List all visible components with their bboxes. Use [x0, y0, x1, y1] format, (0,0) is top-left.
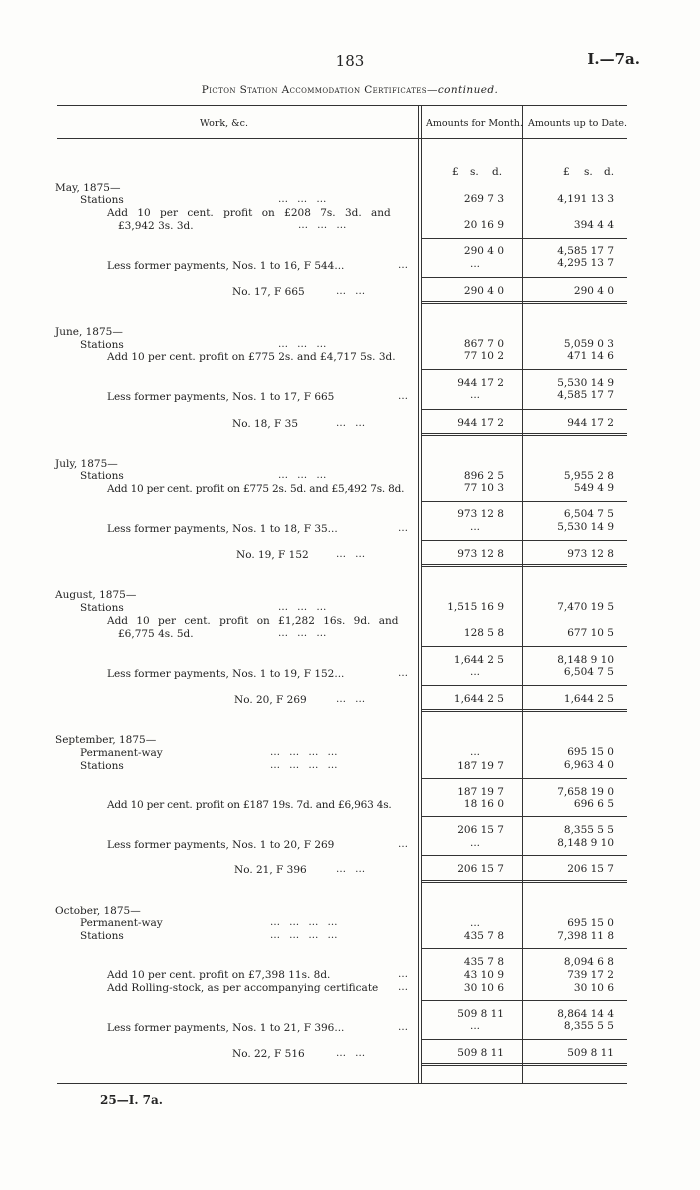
- column-divider-1: [418, 105, 419, 1083]
- amount: 8,094 6 8: [563, 956, 614, 968]
- final-rule: [422, 301, 522, 302]
- currency-pence-date: d.: [604, 166, 615, 178]
- amount: 973 12 8: [567, 548, 614, 560]
- subtotal-rule: [523, 238, 627, 239]
- row-label: Stations: [80, 760, 124, 772]
- section-month: June, 1875—: [55, 326, 123, 338]
- amount: 435 7 8: [463, 956, 504, 968]
- final-rule: [523, 709, 627, 710]
- amount: 695 15 0: [567, 746, 614, 758]
- currency-shilling-month: s.: [470, 166, 479, 178]
- title-continued: —continued.: [426, 84, 499, 96]
- currency-pound-month: £: [452, 166, 459, 178]
- total-rule: [422, 540, 522, 541]
- leader-dots: …: [398, 260, 411, 271]
- amount: 509 8 11: [457, 1008, 504, 1020]
- final-rule: [523, 303, 627, 304]
- amount: 8,864 14 4: [557, 1008, 614, 1020]
- amount: 695 15 0: [567, 917, 614, 929]
- row-label: Add 10 per cent. profit on £775 2s. 5d. and £5,492 7s. 8d.: [107, 483, 405, 495]
- document-reference: I.—7a.: [587, 50, 640, 68]
- total-rule: [422, 277, 522, 278]
- total-rule: [523, 685, 627, 686]
- amount: 206 15 7: [457, 824, 504, 836]
- row-label: Add 10 per cent. profit on £775 2s. and £4,717 5s. 3d.: [107, 351, 396, 363]
- amount: 5,530 14 9: [557, 377, 614, 389]
- amount: 509 8 11: [457, 1047, 504, 1059]
- final-rule: [422, 1063, 522, 1064]
- table-bottom-rule: [57, 1083, 627, 1084]
- subtotal-rule: [523, 948, 627, 949]
- amount: 944 17 2: [567, 417, 614, 429]
- amount: 6,504 7 5: [563, 508, 614, 520]
- amount: 30 10 6: [463, 982, 504, 994]
- column-header-work: Work, &c.: [200, 118, 248, 129]
- header-bottom-rule: [57, 138, 627, 139]
- subtotal-rule: [523, 1000, 627, 1001]
- subtotal-rule: [422, 816, 522, 817]
- amount: 8,148 9 10: [557, 837, 614, 849]
- section-month: August, 1875—: [55, 589, 137, 601]
- amount: 1,644 2 5: [453, 693, 504, 705]
- final-rule: [523, 882, 627, 883]
- subtotal-rule: [422, 369, 522, 370]
- amount: 206 15 7: [567, 863, 614, 875]
- amount: 739 17 2: [567, 969, 614, 981]
- subtotal-rule: [422, 238, 522, 239]
- leader-dots: … … …: [278, 628, 330, 639]
- subtotal-rule: [422, 778, 522, 779]
- amount: 5,059 0 3: [563, 338, 614, 350]
- row-label: £6,775 4s. 5d.: [118, 628, 194, 640]
- amount: ...: [469, 521, 480, 533]
- amount: 7,470 19 5: [557, 601, 614, 613]
- leader-dots: … … … …: [270, 917, 341, 928]
- amount: ...: [469, 389, 480, 401]
- certificate-number: No. 20, F 269: [234, 694, 307, 706]
- total-rule: [422, 855, 522, 856]
- subtotal-rule: [422, 501, 522, 502]
- row-label: Stations: [80, 602, 124, 614]
- total-rule: [422, 1039, 522, 1040]
- final-rule: [523, 435, 627, 436]
- amount: 43 10 9: [463, 969, 504, 981]
- amount: 471 14 6: [567, 350, 614, 362]
- leader-dots: …: [398, 982, 411, 993]
- final-rule: [523, 711, 627, 712]
- leader-dots: … … …: [278, 194, 330, 205]
- total-rule: [523, 1039, 627, 1040]
- total-rule: [422, 409, 522, 410]
- leader-dots: … … … …: [270, 747, 341, 758]
- row-label: Permanent-way: [80, 917, 163, 929]
- row-label: Less former payments, Nos. 1 to 17, F 665: [107, 391, 335, 403]
- section-month: September, 1875—: [55, 734, 157, 746]
- amount: 30 10 6: [573, 982, 614, 994]
- table-title: [0, 84, 700, 96]
- amount: ...: [469, 258, 480, 270]
- column-header-month: Amounts for Month.: [426, 118, 523, 129]
- final-rule: [422, 435, 522, 436]
- final-rule: [422, 564, 522, 565]
- final-rule: [523, 1063, 627, 1064]
- row-label: Add 10 per cent. profit on £7,398 11s. 8d.: [107, 969, 331, 981]
- leader-dots: … … …: [278, 470, 330, 481]
- amount: 1,644 2 5: [563, 693, 614, 705]
- amount: 20 16 9: [463, 219, 504, 231]
- leader-dots: …: [398, 391, 411, 402]
- row-label: Add 10 per cent. profit on £187 19s. 7d. and £6,963 4s.: [107, 799, 392, 811]
- section-month: July, 1875—: [55, 458, 118, 470]
- subtotal-rule: [422, 1000, 522, 1001]
- certificate-number: No. 19, F 152: [236, 549, 309, 561]
- leader-dots: … …: [336, 864, 369, 875]
- leader-dots: … …: [336, 694, 369, 705]
- leader-dots: … …: [336, 1048, 369, 1059]
- certificate-number: No. 21, F 396: [234, 864, 307, 876]
- table-top-rule: [57, 105, 627, 106]
- amount: 1,644 2 5: [453, 654, 504, 666]
- leader-dots: … … …: [278, 339, 330, 350]
- amount: 5,530 14 9: [557, 521, 614, 533]
- leader-dots: …: [398, 523, 411, 534]
- final-rule: [523, 880, 627, 881]
- amount: 4,191 13 3: [557, 193, 614, 205]
- amount: 677 10 5: [567, 627, 614, 639]
- row-label: Permanent-way: [80, 747, 163, 759]
- amount: 509 8 11: [567, 1047, 614, 1059]
- subtotal-rule: [422, 646, 522, 647]
- leader-dots: … … … …: [270, 930, 341, 941]
- total-rule: [523, 409, 627, 410]
- subtotal-rule: [523, 369, 627, 370]
- final-rule: [422, 566, 522, 567]
- row-label: Stations: [80, 930, 124, 942]
- amount: 7,398 11 8: [557, 930, 614, 942]
- amount: 973 12 8: [457, 508, 504, 520]
- amount: ...: [469, 917, 480, 929]
- certificate-number: No. 18, F 35: [232, 418, 299, 430]
- final-rule: [422, 882, 522, 883]
- subtotal-rule: [523, 816, 627, 817]
- leader-dots: … …: [336, 418, 369, 429]
- row-label: Less former payments, Nos. 1 to 20, F 269: [107, 839, 335, 851]
- row-label: Stations: [80, 194, 124, 206]
- final-rule: [422, 433, 522, 434]
- amount: 77 10 3: [463, 482, 504, 494]
- final-rule: [422, 709, 522, 710]
- leader-dots: … … …: [298, 220, 350, 231]
- row-label: Stations: [80, 339, 124, 351]
- amount: 269 7 3: [463, 193, 504, 205]
- amount: 549 4 9: [573, 482, 614, 494]
- amount: 18 16 0: [463, 798, 504, 810]
- row-label: Less former payments, Nos. 1 to 18, F 35...: [107, 523, 338, 535]
- subtotal-rule: [523, 778, 627, 779]
- amount: 1,515 16 9: [447, 601, 504, 613]
- leader-dots: …: [398, 1022, 411, 1033]
- final-rule: [523, 566, 627, 567]
- amount: 867 7 0: [463, 338, 504, 350]
- amount: 944 17 2: [457, 417, 504, 429]
- amount: 944 17 2: [457, 377, 504, 389]
- leader-dots: … … … …: [270, 760, 341, 771]
- amount: 77 10 2: [463, 350, 504, 362]
- currency-pence-month: d.: [492, 166, 503, 178]
- subtotal-rule: [422, 948, 522, 949]
- leader-dots: …: [398, 969, 411, 980]
- leader-dots: … …: [336, 286, 369, 297]
- section-month: October, 1875—: [55, 905, 141, 917]
- amount: 128 5 8: [463, 627, 504, 639]
- row-label: Add 10 per cent. profit on £1,282 16s. 9d. and: [107, 615, 399, 627]
- total-rule: [523, 277, 627, 278]
- amount: 290 4 0: [463, 285, 504, 297]
- amount: 6,504 7 5: [563, 666, 614, 678]
- page-signature: 25—I. 7a.: [100, 1093, 163, 1107]
- amount: 187 19 7: [457, 786, 504, 798]
- amount: 394 4 4: [573, 219, 614, 231]
- section-month: May, 1875—: [55, 182, 121, 194]
- leader-dots: …: [398, 839, 411, 850]
- subtotal-rule: [523, 646, 627, 647]
- amount: 7,658 19 0: [557, 786, 614, 798]
- amount: 696 6 5: [573, 798, 614, 810]
- amount: 896 2 5: [463, 470, 504, 482]
- row-label: Add 10 per cent. profit on £208 7s. 3d. and: [107, 207, 391, 219]
- row-label: £3,942 3s. 3d.: [118, 220, 194, 232]
- final-rule: [523, 564, 627, 565]
- amount: 4,585 17 7: [557, 389, 614, 401]
- page-number: 183: [335, 52, 365, 70]
- leader-dots: … … …: [278, 602, 330, 613]
- amount: 6,963 4 0: [563, 759, 614, 771]
- row-label: Add Rolling-stock, as per accompanying certificate: [107, 982, 379, 994]
- amount: 187 19 7: [457, 760, 504, 772]
- currency-shilling-date: s.: [584, 166, 593, 178]
- amount: 973 12 8: [457, 548, 504, 560]
- amount: 206 15 7: [457, 863, 504, 875]
- row-label: Less former payments, Nos. 1 to 21, F 396...: [107, 1022, 345, 1034]
- final-rule: [422, 711, 522, 712]
- amount: 8,355 5 5: [563, 1020, 614, 1032]
- leader-dots: …: [398, 668, 411, 679]
- amount: 8,355 5 5: [563, 824, 614, 836]
- certificate-number: No. 17, F 665: [232, 286, 305, 298]
- amount: 4,585 17 7: [557, 245, 614, 257]
- amount: ...: [469, 837, 480, 849]
- column-header-date: Amounts up to Date.: [528, 118, 628, 129]
- amount: 8,148 9 10: [557, 654, 614, 666]
- final-rule: [523, 1065, 627, 1066]
- amount: 290 4 0: [463, 245, 504, 257]
- column-divider-2: [522, 105, 523, 1083]
- amount: 4,295 13 7: [557, 257, 614, 269]
- certificate-number: No. 22, F 516: [232, 1048, 305, 1060]
- column-divider-1b: [421, 105, 422, 1083]
- total-rule: [523, 540, 627, 541]
- final-rule: [422, 1065, 522, 1066]
- final-rule: [422, 880, 522, 881]
- total-rule: [422, 685, 522, 686]
- final-rule: [523, 301, 627, 302]
- total-rule: [523, 855, 627, 856]
- row-label: Less former payments, Nos. 1 to 16, F 544...: [107, 260, 345, 272]
- currency-pound-date: £: [563, 166, 570, 178]
- amount: 435 7 8: [463, 930, 504, 942]
- final-rule: [523, 433, 627, 434]
- amount: 5,955 2 8: [563, 470, 614, 482]
- amount: ...: [469, 746, 480, 758]
- leader-dots: … …: [336, 549, 369, 560]
- subtotal-rule: [523, 501, 627, 502]
- row-label: Stations: [80, 470, 124, 482]
- row-label: Less former payments, Nos. 1 to 19, F 152...: [107, 668, 345, 680]
- title-text: Picton Station Accommodation Certificates: [201, 84, 427, 96]
- final-rule: [422, 303, 522, 304]
- amount: 290 4 0: [573, 285, 614, 297]
- amount: ...: [469, 666, 480, 678]
- amount: ...: [469, 1020, 480, 1032]
